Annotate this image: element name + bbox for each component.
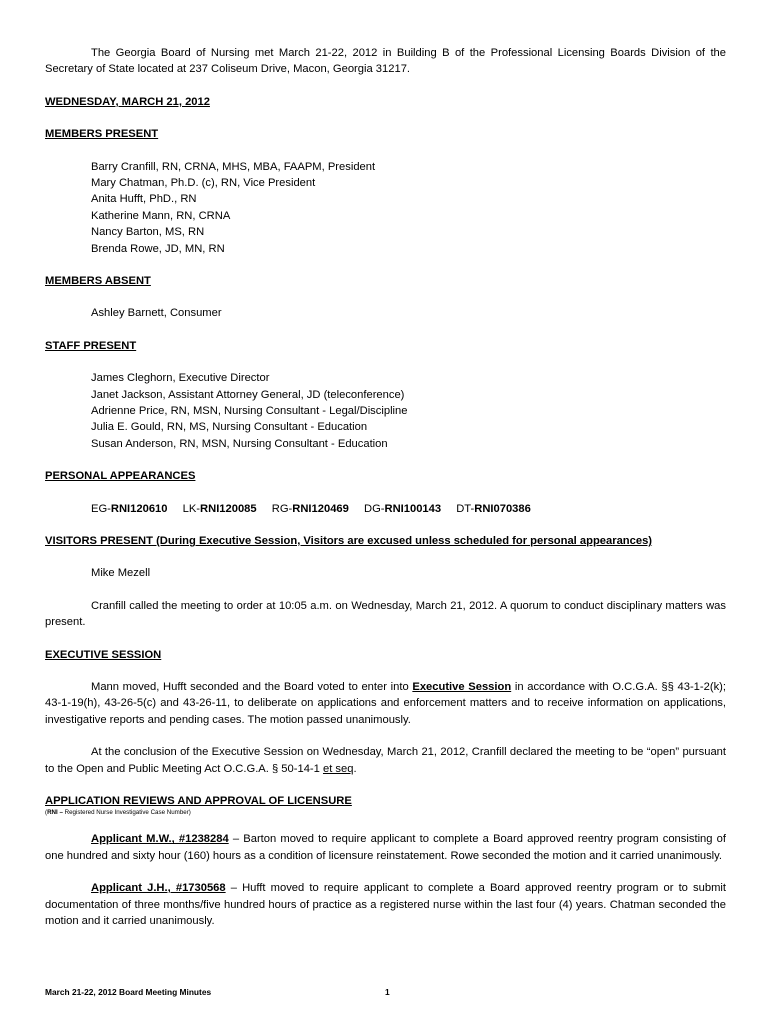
applicant-jh-paragraph: Applicant J.H., #1730568 – Hufft moved to require applicant to complete a Board approved reentry program or to submit documentation of three months/five hundred hours of practice as a registered nurse within the last four (4) years. Chatman seconded the motion and it carried unanimously. xyxy=(45,882,726,927)
list-item: Brenda Rowe, JD, MN, RN xyxy=(91,242,225,255)
et-seq-term: et seq xyxy=(322,762,354,775)
list-item: Julia E. Gould, RN, MS, Nursing Consultant - Education xyxy=(91,421,368,434)
staff-present-list xyxy=(45,370,726,452)
date-heading: WEDNESDAY, MARCH 21, 2012 xyxy=(45,95,210,108)
executive-session-term: Executive Session xyxy=(412,680,512,693)
visitors-list xyxy=(45,565,726,581)
call-to-order-paragraph: Cranfill called the meeting to order at 10:05 a.m. on Wednesday, March 21, 2012. A quorum to conduct disciplinary matters was present. xyxy=(45,599,726,629)
list-item: Katherine Mann, RN, CRNA xyxy=(91,209,231,222)
footer-title: March 21-22, 2012 Board Meeting Minutes xyxy=(45,987,212,997)
applicant-label: Applicant M.W., #1238284 xyxy=(91,833,229,846)
members-absent-list xyxy=(45,305,726,321)
list-item: Nancy Barton, MS, RN xyxy=(91,226,205,239)
page-number: 1 xyxy=(385,987,390,997)
personal-appearances-list xyxy=(45,501,726,517)
applicant-mw-paragraph: Applicant M.W., #1238284 – Barton moved to require applicant to complete a Board approved reentry program consisting of one hundred and sixty hour (160) hours as a condition of licensure reinstatement. Rowe seconded the motion and it carried unanimously. xyxy=(45,833,726,862)
rni-legend: (RNI – Registered Nurse Investigative Case Number) xyxy=(45,809,191,817)
list-item: Janet Jackson, Assistant Attorney General, JD (teleconference) xyxy=(91,388,405,401)
executive-session-heading: EXECUTIVE SESSION xyxy=(45,648,162,661)
applications-heading: APPLICATION REVIEWS AND APPROVAL OF LICENSURE xyxy=(45,794,352,807)
list-item: Barry Cranfill, RN, CRNA, MHS, MBA, FAAPM, President xyxy=(91,160,376,173)
visitors-heading: VISITORS PRESENT (During Executive Session, Visitors are excused unless scheduled for personal appearances) xyxy=(45,534,653,547)
list-item: Mike Mezell xyxy=(91,567,151,580)
personal-appearances-heading: PERSONAL APPEARANCES xyxy=(45,470,196,483)
members-present-heading: MEMBERS PRESENT xyxy=(45,128,159,141)
executive-session-conclusion: At the conclusion of the Executive Session on Wednesday, March 21, 2012, Cranfill declared the meeting to be “open” pursuant to the Open and Public Meeting Act O.C.G.A. § 50-14-1 et seq. xyxy=(45,746,726,775)
case-number: LK-RNI120085 xyxy=(182,502,257,515)
case-number: RG-RNI120469 xyxy=(271,502,349,515)
list-item: Ashley Barnett, Consumer xyxy=(91,307,222,320)
list-item: Adrienne Price, RN, MSN, Nursing Consultant - Legal/Discipline xyxy=(91,404,408,417)
case-number: DT-RNI070386 xyxy=(456,502,531,515)
applicant-label: Applicant J.H., #1730568 xyxy=(91,882,226,895)
case-number: EG-RNI120610 xyxy=(91,502,168,515)
page-footer xyxy=(45,984,726,1000)
list-item: James Cleghorn, Executive Director xyxy=(91,372,270,385)
document-page xyxy=(45,45,726,929)
case-number: DG-RNI100143 xyxy=(363,502,442,515)
list-item: Susan Anderson, RN, MSN, Nursing Consultant - Education xyxy=(91,437,388,450)
members-present-list xyxy=(45,159,726,257)
members-absent-heading: MEMBERS ABSENT xyxy=(45,274,151,287)
list-item: Anita Hufft, PhD., RN xyxy=(91,193,197,206)
intro-paragraph: The Georgia Board of Nursing met March 21-22, 2012 in Building B of the Professional Licensing Boards Division of the Secretary of State located at 237 Coliseum Drive, Macon, Georgia 31217. xyxy=(45,47,726,76)
staff-present-heading: STAFF PRESENT xyxy=(45,339,137,352)
executive-session-motion: Mann moved, Hufft seconded and the Board voted to enter into Executive Session in accordance with O.C.G.A. §§ 43-1-2(k); 43-1-19(h), 43-26-5(c) and 43-26-11, to deliberate on applications and enforcement matters and to receive information on applications, investigative reports and pending cases. The motion passed unanimously. xyxy=(45,680,726,726)
list-item: Mary Chatman, Ph.D. (c), RN, Vice President xyxy=(91,177,316,190)
